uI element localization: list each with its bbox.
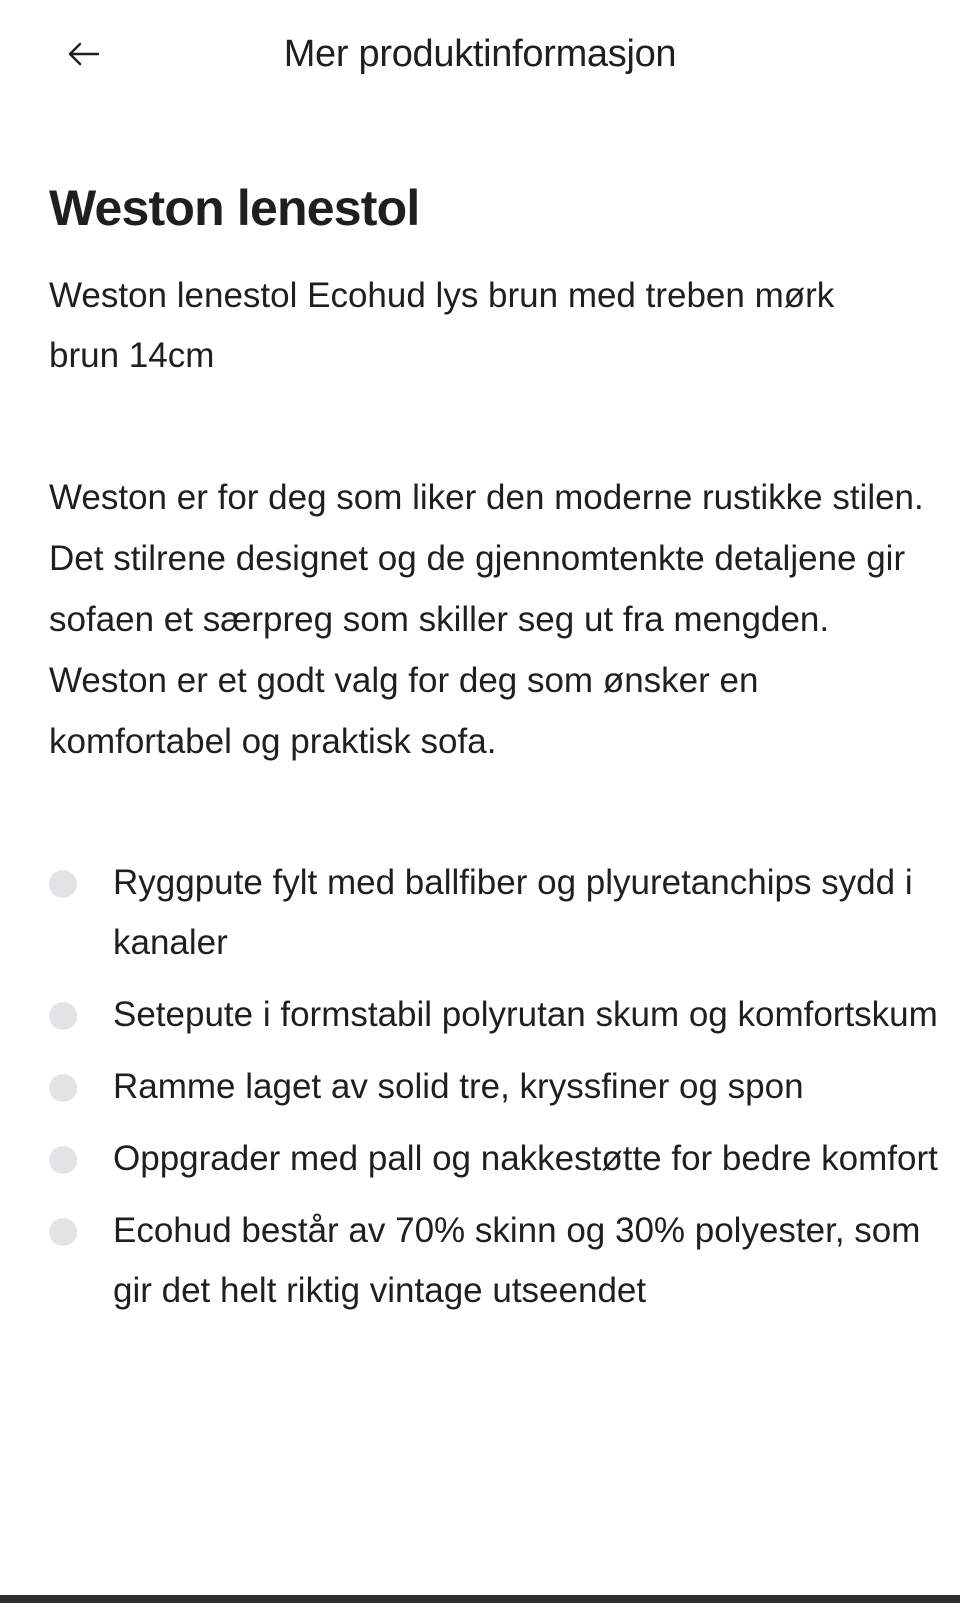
feature-item <box>49 1057 943 1117</box>
page-title: Mer produktinformasjon <box>283 33 677 75</box>
feature-text: Ryggpute fylt med ballfiber og plyuretanchips sydd i kanaler <box>113 863 913 962</box>
feature-text: Ramme laget av solid tre, kryssfiner og spon <box>113 1067 804 1106</box>
bullet-icon <box>49 1218 77 1246</box>
bottom-edge-bar <box>0 1595 960 1603</box>
bullet-icon <box>49 1146 77 1174</box>
feature-list <box>49 853 938 1321</box>
product-info-content <box>49 170 938 1333</box>
feature-text: Oppgrader med pall og nakkestøtte for bedre komfort <box>113 1139 938 1178</box>
product-subtitle: Weston lenestol Ecohud lys brun med treben mørk brun 14cm <box>49 276 835 375</box>
bullet-icon <box>49 1074 77 1102</box>
feature-text: Ecohud består av 70% skinn og 30% polyester, som gir det helt riktig vintage utseendet <box>113 1211 921 1310</box>
bullet-icon <box>49 870 77 898</box>
product-title: Weston lenestol <box>49 180 420 236</box>
feature-text: Setepute i formstabil polyrutan skum og komfortskum <box>113 995 938 1034</box>
feature-item <box>49 1129 943 1189</box>
product-description: Weston er for deg som liker den moderne rustikke stilen. Det stilrene designet og de gjennomtenkte detaljene gir sofaen et særpreg som skiller seg ut fra mengden. Weston er et godt valg for deg som ønsker en komfortabel og praktisk sofa. <box>49 478 924 761</box>
top-bar <box>0 0 960 110</box>
feature-item <box>49 985 943 1045</box>
feature-item <box>49 1201 943 1321</box>
feature-item <box>49 853 943 973</box>
bullet-icon <box>49 1002 77 1030</box>
